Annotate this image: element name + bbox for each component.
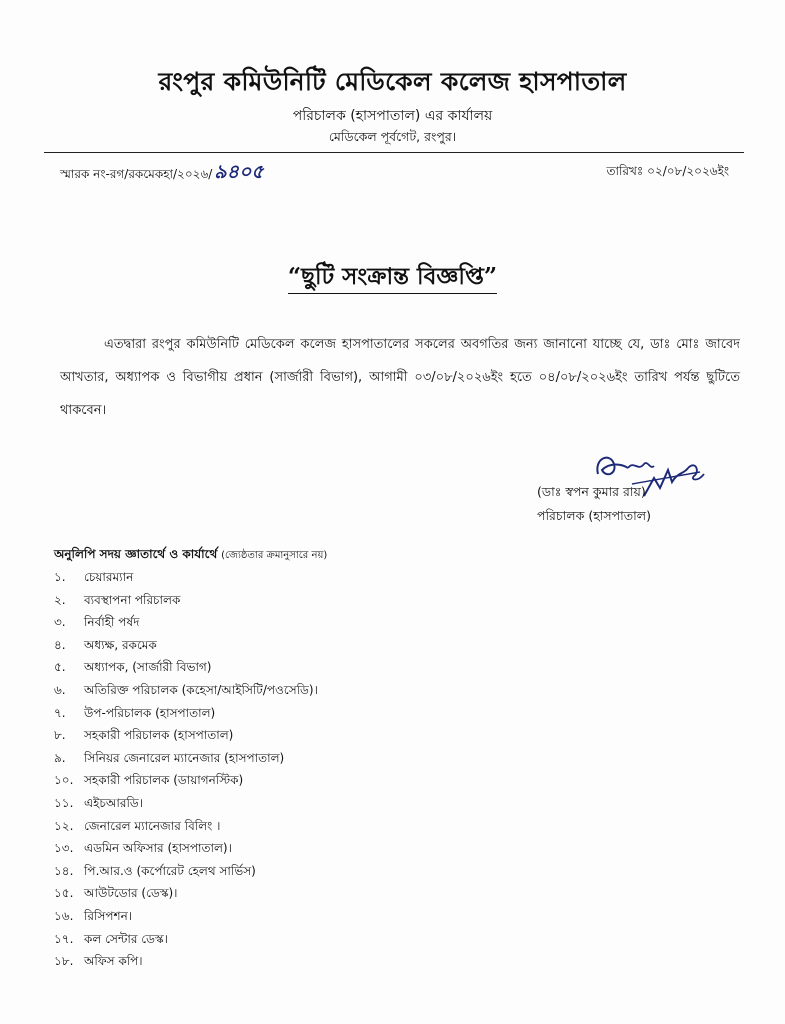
list-item-text: আউটডোর (ডেস্ক)। — [84, 886, 178, 901]
list-item-number: ১৫. — [54, 886, 74, 901]
list-item-number: ১১. — [54, 795, 74, 810]
memo-date: তারিখঃ ০২/০৮/২০২৬ইং — [606, 164, 729, 178]
notice-body: এতদ্বারা রংপুর কমিউনিটি মেডিকেল কলেজ হাসপাতালের সকলের অবগতির জন্য জানানো যাচ্ছে যে, ডাঃ মোঃ জাবেদ আখতার, অধ্যাপক ও বিভাগীয় প্রধান (সার্জারী বিভাগ), আগামী ০৩/০৮/২০২৬ইং হতে ০৪/০৮/২০২৬ইং তারিখ পর্যন্ত ছুটিতে থাকবেন। — [60, 337, 740, 418]
list-item-text: রিসিপশন। — [84, 908, 133, 923]
list-item — [54, 611, 318, 634]
copy-to-heading — [54, 546, 327, 566]
memo-prefix: স্মারক নং-রগ/রকমেকহা/২০২৬/ — [60, 167, 213, 181]
notice-title — [0, 258, 785, 297]
list-item — [54, 589, 318, 612]
list-item — [54, 724, 318, 747]
list-item — [54, 837, 318, 860]
copy-to-label: অনুলিপি সদয় জ্ঞাতার্থে ও কার্যার্থে — [54, 547, 218, 561]
list-item-number: ১৮. — [54, 954, 74, 969]
list-item — [54, 792, 318, 815]
list-item-number: ৭. — [54, 705, 66, 720]
list-item-number: ৪. — [54, 637, 66, 652]
signatory-name: (ডাঃ স্বপন কুমার রায়) — [537, 484, 646, 499]
list-item — [54, 656, 318, 679]
list-item-number: ১৬. — [54, 908, 74, 923]
list-item-text: চেয়ারম্যান — [84, 570, 134, 584]
list-item — [54, 634, 318, 657]
header-divider — [44, 152, 744, 153]
list-item-text: উপ-পরিচালক (হাসপাতাল) — [84, 705, 216, 720]
list-item — [54, 860, 318, 883]
list-item-number: ১. — [54, 570, 66, 584]
list-item — [54, 950, 318, 973]
list-item — [54, 566, 318, 589]
signatory-designation: পরিচালক (হাসপাতাল) — [537, 508, 651, 523]
list-item-text: পি.আর.ও (কর্পোরেট হেলথ সার্ভিস) — [84, 863, 256, 878]
list-item-text: অধ্যক্ষ, রকমেক — [84, 637, 157, 652]
list-item-number: ৮. — [54, 728, 66, 743]
list-item-text: অতিরিক্ত পরিচালক (কহেসা/আইসিটি/পওসেডি)। — [84, 682, 318, 697]
list-item-text: জেনারেল ম্যানেজার বিলিং । — [84, 818, 221, 833]
office-address: মেডিকেল পূর্বগেট, রংপুর। — [328, 129, 457, 144]
list-item — [54, 679, 318, 702]
organization-name: রংপুর কমিউনিটি মেডিকেল কলেজ হাসপাতাল — [158, 67, 627, 96]
list-item — [54, 702, 318, 725]
memo-number: ৯৪০৫ — [214, 161, 264, 183]
copy-to-list — [54, 566, 318, 973]
copy-to-note: (জ্যেষ্ঠতার ক্রমানুসারে নয়) — [221, 550, 328, 561]
list-item-text: অধ্যাপক, (সার্জারী বিভাগ) — [84, 660, 212, 675]
list-item — [54, 882, 318, 905]
list-item-text: কল সেন্টার ডেস্ক। — [84, 931, 168, 946]
list-item-number: ১২. — [54, 818, 74, 833]
memo-reference — [60, 158, 264, 190]
list-item-number: ১৭. — [54, 931, 74, 946]
list-item — [54, 769, 318, 792]
list-item-number: ৫. — [54, 660, 66, 675]
list-item-number: ৯. — [54, 750, 66, 765]
list-item-text: সিনিয়র জেনারেল ম্যানেজার (হাসপাতাল) — [84, 750, 285, 765]
office-name: পরিচালক (হাসপাতাল) এর কার্যালয় — [292, 108, 493, 124]
list-item-number: ১৪. — [54, 863, 74, 878]
list-item-text: এডমিন অফিসার (হাসপাতাল)। — [84, 841, 232, 856]
list-item — [54, 905, 318, 928]
list-item-number: ৬. — [54, 682, 66, 697]
list-item-text: সহকারী পরিচালক (ডায়াগনস্টিক) — [84, 773, 244, 788]
list-item-number: ১০. — [54, 773, 74, 788]
list-item — [54, 815, 318, 838]
list-item-text: এইচআরডি। — [84, 795, 144, 810]
list-item — [54, 747, 318, 770]
list-item-text: ব্যবস্থাপনা পরিচালক — [84, 592, 181, 607]
list-item-number: ১৩. — [54, 841, 74, 856]
list-item-text: সহকারী পরিচালক (হাসপাতাল) — [84, 728, 234, 743]
list-item-number: ৩. — [54, 615, 66, 630]
list-item-number: ২. — [54, 592, 66, 607]
list-item-text: অফিস কপি। — [84, 954, 143, 969]
list-item — [54, 928, 318, 951]
list-item-text: নির্বাহী পর্ষদ — [84, 615, 140, 630]
notice-title-text: “ছুটি সংক্রান্ত বিজ্ঞপ্তি” — [288, 263, 497, 294]
